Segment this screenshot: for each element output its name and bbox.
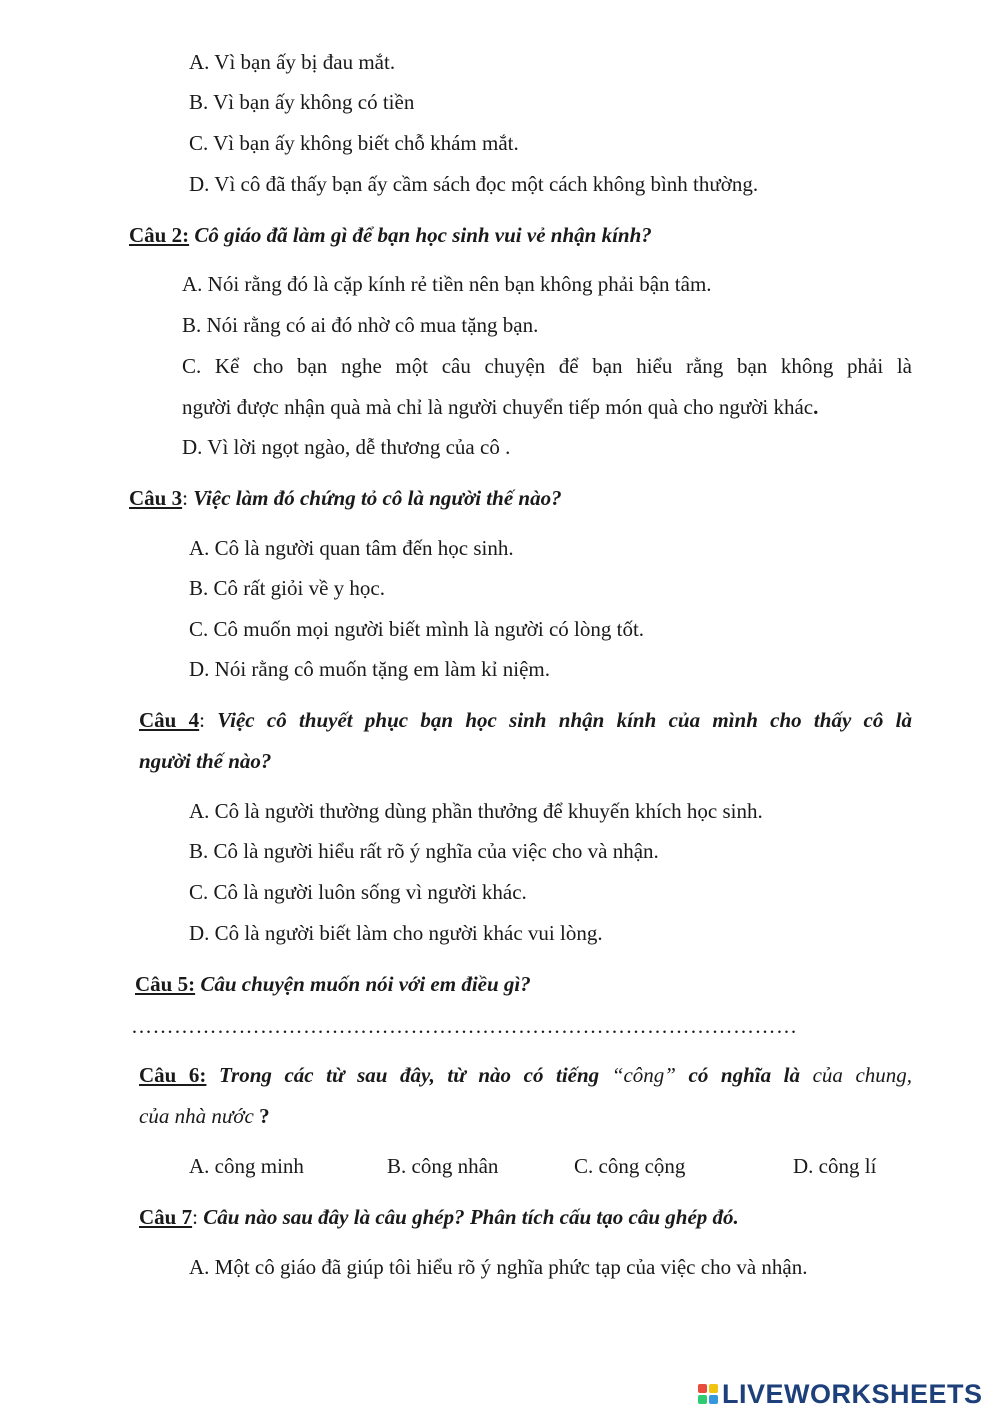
- question-4-number: Câu 4: [139, 708, 200, 732]
- question-4-text-line2: người thế nào?: [139, 749, 272, 773]
- question-6-number: Câu 6:: [139, 1063, 207, 1087]
- q6-option-c: C. công cộng: [574, 1154, 686, 1178]
- q6-option-b: B. công nhân: [387, 1154, 499, 1178]
- question-5: [135, 970, 531, 998]
- question-2-number: Câu 2:: [129, 223, 190, 247]
- question-6: [139, 1061, 912, 1089]
- q7-option-a: A. Một cô giáo đã giúp tôi hiểu rõ ý nghĩa phức tạp của việc cho và nhận.: [189, 1255, 808, 1279]
- question-3-number: Câu 3: [129, 486, 183, 510]
- question-6-meaning: của chung,: [812, 1063, 913, 1087]
- q4-option-d: D. Cô là người biết làm cho người khác vui lòng.: [189, 921, 603, 945]
- q1-option-b: B. Vì bạn ấy không có tiền: [189, 90, 415, 114]
- question-6-line2: [139, 1102, 270, 1130]
- logo-square-3: [698, 1395, 707, 1404]
- question-2: [129, 221, 652, 249]
- q6-option-a: A. công minh: [189, 1154, 304, 1178]
- question-7: [139, 1203, 739, 1231]
- question-7-number: Câu 7: [139, 1205, 193, 1229]
- question-4-text: Việc cô thuyết phục bạn học sinh nhận kính của mình cho thấy cô là: [217, 708, 912, 732]
- q2-option-c-period: .: [813, 395, 819, 419]
- q1-option-d: D. Vì cô đã thấy bạn ấy cầm sách đọc một cách không bình thường.: [189, 172, 759, 196]
- question-4: [139, 706, 912, 734]
- liveworksheets-logo-icon: [698, 1384, 718, 1404]
- question-4-colon: :: [199, 708, 205, 732]
- q6-option-d: D. công lí: [793, 1154, 877, 1178]
- question-5-answer-line[interactable]: …………………………………………………………………………………: [131, 1014, 798, 1038]
- liveworksheets-logo-text: LIVEWORKSHEETS: [722, 1378, 983, 1409]
- q2-option-a: A. Nói rằng đó là cặp kính rẻ tiền nên bạn không phải bận tâm.: [182, 272, 712, 296]
- question-2-text: Cô giáo đã làm gì để bạn học sinh vui vẻ nhận kính?: [194, 223, 652, 247]
- question-3-text: Việc làm đó chứng tỏ cô là người thế nào?: [193, 486, 562, 510]
- q1-option-c: C. Vì bạn ấy không biết chỗ khám mắt.: [189, 131, 519, 155]
- q3-option-b: B. Cô rất giỏi về y học.: [189, 576, 385, 600]
- question-5-number: Câu 5:: [135, 972, 196, 996]
- q4-option-c: C. Cô là người luôn sống vì người khác.: [189, 880, 527, 904]
- q2-option-b: B. Nói rằng có ai đó nhờ cô mua tặng bạn.: [182, 313, 539, 337]
- logo-square-1: [698, 1384, 707, 1393]
- q2-option-d: D. Vì lời ngọt ngào, dễ thương của cô .: [182, 435, 511, 459]
- question-7-colon: :: [192, 1205, 198, 1229]
- q3-option-c: C. Cô muốn mọi người biết mình là người có lòng tốt.: [189, 617, 645, 641]
- question-6-word: “công”: [611, 1063, 676, 1087]
- logo-square-2: [709, 1384, 718, 1393]
- liveworksheets-logo[interactable]: [698, 1378, 983, 1410]
- q2-option-c-line2: người được nhận quà mà chỉ là người chuyển tiếp món quà cho người khác: [182, 395, 814, 419]
- q1-option-a: A. Vì bạn ấy bị đau mắt.: [189, 50, 396, 74]
- question-7-text: Câu nào sau đây là câu ghép? Phân tích cấu tạo câu ghép đó.: [203, 1205, 739, 1229]
- question-3: [129, 484, 562, 512]
- q3-option-d: D. Nói rằng cô muốn tặng em làm kỉ niệm.: [189, 657, 551, 681]
- q4-option-b: B. Cô là người hiểu rất rõ ý nghĩa của việc cho và nhận.: [189, 839, 659, 863]
- question-6-text-b: có nghĩa là: [688, 1063, 801, 1087]
- q2-option-c-continued: [182, 393, 818, 421]
- logo-square-4: [709, 1395, 718, 1404]
- q4-option-a: A. Cô là người thường dùng phần thưởng để khuyến khích học sinh.: [189, 799, 763, 823]
- question-5-text: Câu chuyện muốn nói với em điều gì?: [200, 972, 531, 996]
- question-6-mark: ?: [259, 1104, 270, 1128]
- q3-option-a: A. Cô là người quan tâm đến học sinh.: [189, 536, 514, 560]
- q2-option-c: C. Kể cho bạn nghe một câu chuyện để bạn hiểu rằng bạn không phải là: [182, 354, 912, 378]
- question-3-colon: :: [182, 486, 188, 510]
- question-6-text-a: Trong các từ sau đây, từ nào có tiếng: [218, 1063, 600, 1087]
- question-6-meaning2: của nhà nước: [139, 1104, 254, 1128]
